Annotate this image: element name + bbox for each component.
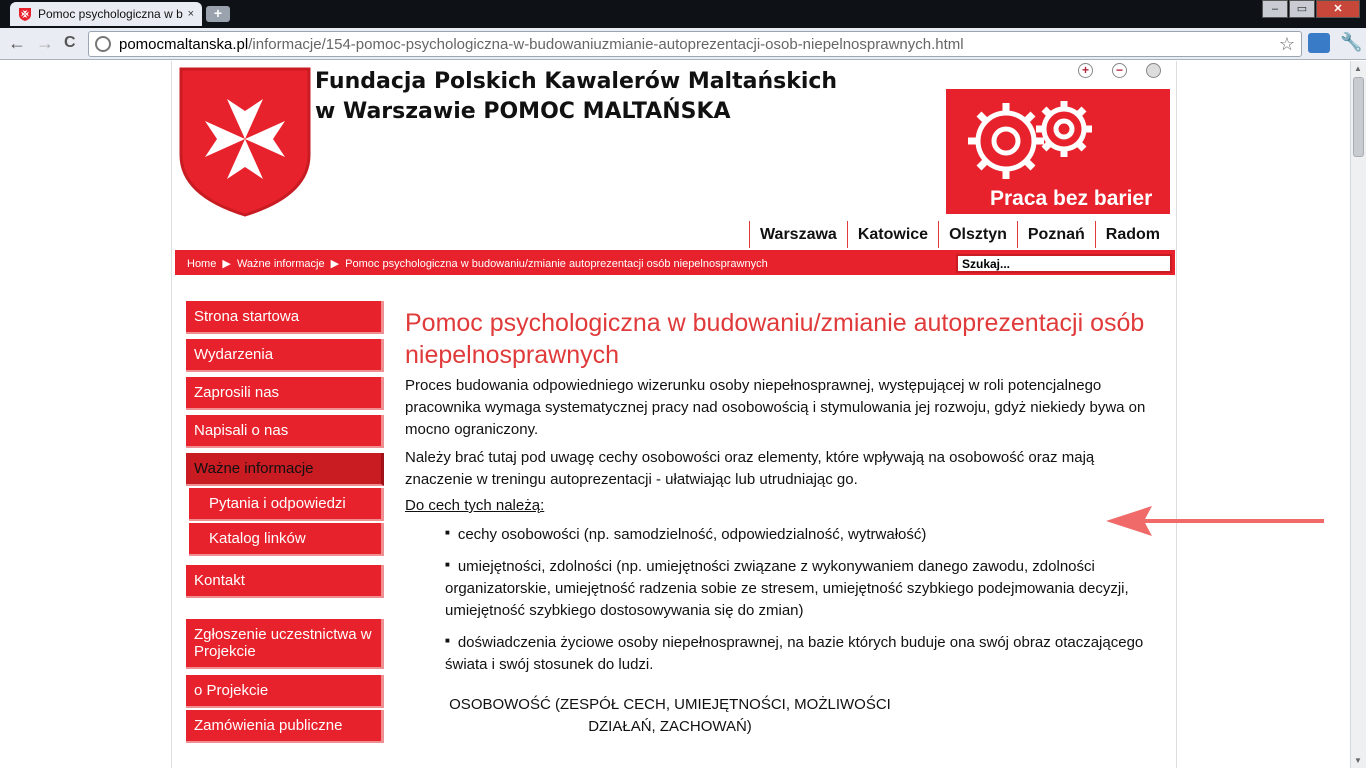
article-paragraph-2: Należy brać tutaj pod uwagę cechy osobowości oraz elementy, które wpływają na osobowość oraz mają znaczenie w treningu autoprezentacji - ułatwiając lub utrudniając go.	[405, 449, 1095, 488]
summary-line1: OSOBOWOŚĆ (ZESPÓŁ CECH, UMIEJĘTNOŚCI, MOŻLIWOŚCI	[449, 696, 891, 714]
city-link-warszawa[interactable]: Warszawa	[749, 221, 847, 248]
maltese-shield-logo[interactable]	[179, 67, 311, 217]
browser-tab[interactable]	[10, 2, 202, 26]
extension-icon[interactable]	[1308, 33, 1330, 53]
site-page	[171, 61, 1177, 768]
minimize-button[interactable]: –	[1262, 0, 1288, 18]
scroll-thumb[interactable]	[1353, 77, 1364, 157]
article	[405, 307, 1155, 738]
tab-title: Pomoc psychologiczna w b	[38, 7, 183, 21]
breadcrumb	[187, 257, 771, 270]
menu-item-strona-startowa[interactable]: Strona startowa	[186, 301, 384, 334]
wrench-icon[interactable]: 🔧	[1340, 32, 1363, 52]
list-item: ■ cechy osobowości (np. samodzielność, odpowiedzialność, wytrwałość)	[445, 524, 1155, 546]
font-increase-icon[interactable]: +	[1078, 63, 1093, 78]
breadcrumb-current: Pomoc psychologiczna w budowaniu/zmianie autoprezentacji osób niepelnosprawnych	[345, 258, 768, 270]
window-controls	[1261, 0, 1360, 18]
browser-toolbar	[0, 28, 1366, 60]
list-item: ■ doświadczenia życiowe osoby niepełnosprawnej, na bazie których buduje ona swój obraz otaczającego świata i swój stosunek do ludzi.	[445, 632, 1155, 676]
summary-line2: DZIAŁAŃ, ZACHOWAŃ)	[588, 718, 752, 736]
font-decrease-icon[interactable]: −	[1112, 63, 1127, 78]
site-title-line1: Fundacja Polskich Kawalerów Maltańskich	[315, 69, 838, 94]
maltese-cross-icon	[18, 7, 32, 21]
city-link-katowice[interactable]: Katowice	[847, 221, 938, 248]
globe-icon	[95, 36, 111, 52]
font-reset-icon[interactable]	[1146, 63, 1161, 78]
breadcrumb-bar	[175, 250, 1175, 275]
tab-close-icon[interactable]: ×	[187, 8, 194, 20]
search-input[interactable]: Szukaj...	[956, 254, 1172, 273]
breadcrumb-home[interactable]: Home	[187, 258, 217, 270]
browser-titlebar	[0, 0, 1366, 28]
list-heading: Do cech tych należą:	[405, 497, 545, 514]
forward-arrow-icon[interactable]: →	[36, 33, 54, 53]
praca-bez-barier-logo[interactable]	[946, 89, 1170, 214]
scroll-down-icon[interactable]: ▼	[1354, 756, 1362, 765]
vertical-scrollbar[interactable]	[1350, 61, 1366, 768]
menu-item-wydarzenia[interactable]: Wydarzenia	[186, 339, 384, 372]
city-link-olsztyn[interactable]: Olsztyn	[938, 221, 1017, 248]
breadcrumb-separator-icon: ▶	[330, 258, 340, 270]
back-arrow-icon[interactable]: ←	[8, 33, 26, 53]
page-viewport	[0, 61, 1350, 768]
menu-item-wazne-informacje[interactable]: Ważne informacje	[186, 453, 384, 486]
city-nav	[749, 221, 1170, 248]
site-title	[315, 67, 837, 127]
reload-icon[interactable]: C	[64, 34, 76, 51]
praca-logo-text: Praca bez barier	[990, 187, 1153, 210]
menu-item-zamowienia-publiczne[interactable]: Zamówienia publiczne	[186, 710, 384, 743]
list-item: ■ umiejętności, zdolności (np. umiejętności związane z wykonywaniem danego zawodu, zdolności organizatorskie, umiejętność radzenia sobie ze stresem, umiejętność szybkiego podejmowania decyzji, umiejętność szybkiego dostosowywania się do zmian)	[445, 556, 1155, 622]
menu-item-napisali-o-nas[interactable]: Napisali o nas	[186, 415, 384, 448]
gears-icon	[946, 89, 1170, 189]
new-tab-button[interactable]: +	[206, 6, 230, 22]
breadcrumb-section[interactable]: Ważne informacje	[236, 258, 325, 270]
url-path: /informacje/154-pomoc-psychologiczna-w-budowaniuzmianie-autoprezentacji-osob-niepelnosprawnych.html	[248, 35, 964, 53]
menu-item-zaprosili-nas[interactable]: Zaprosili nas	[186, 377, 384, 410]
maximize-button[interactable]: ▭	[1289, 0, 1315, 18]
close-window-button[interactable]: ✕	[1316, 0, 1360, 18]
bookmark-star-icon[interactable]: ☆	[1278, 34, 1295, 54]
article-title: Pomoc psychologiczna w budowaniu/zmianie autoprezentacji osób niepelnosprawnych	[405, 309, 1145, 369]
menu-item-katalog-linkow[interactable]: Katalog linków	[189, 523, 384, 556]
menu-item-kontakt[interactable]: Kontakt	[186, 565, 384, 598]
menu-item-pytania-i-odpowiedzi[interactable]: Pytania i odpowiedzi	[189, 488, 384, 521]
summary-text	[405, 694, 935, 738]
scroll-up-icon[interactable]: ▲	[1354, 64, 1362, 73]
menu-item-o-projekcie[interactable]: o Projekcie	[186, 675, 384, 708]
left-arrow-icon	[1104, 504, 1326, 538]
breadcrumb-separator-icon: ▶	[222, 258, 231, 270]
font-size-tools	[1078, 63, 1180, 78]
menu-item-zgloszenie-uczestnictwa[interactable]: Zgłoszenie uczestnictwa w Projekcie	[186, 619, 384, 669]
url-host: pomocmaltanska.pl	[119, 35, 249, 53]
city-link-poznan[interactable]: Poznań	[1017, 221, 1095, 248]
site-title-line2: w Warszawie POMOC MALTAŃSKA	[315, 99, 731, 124]
city-link-radom[interactable]: Radom	[1095, 221, 1170, 248]
address-bar[interactable]	[88, 31, 1302, 57]
article-paragraph-1: Proces budowania odpowiedniego wizerunku osoby niepełnosprawnej, występującej w roli potencjalnego pracownika wymaga systematycznej pracy nad osobowością i stymulowania jej rozwoju, gdyż niekiedy bywa on mocno ograniczony.	[405, 377, 1146, 438]
traits-list	[405, 524, 1155, 676]
